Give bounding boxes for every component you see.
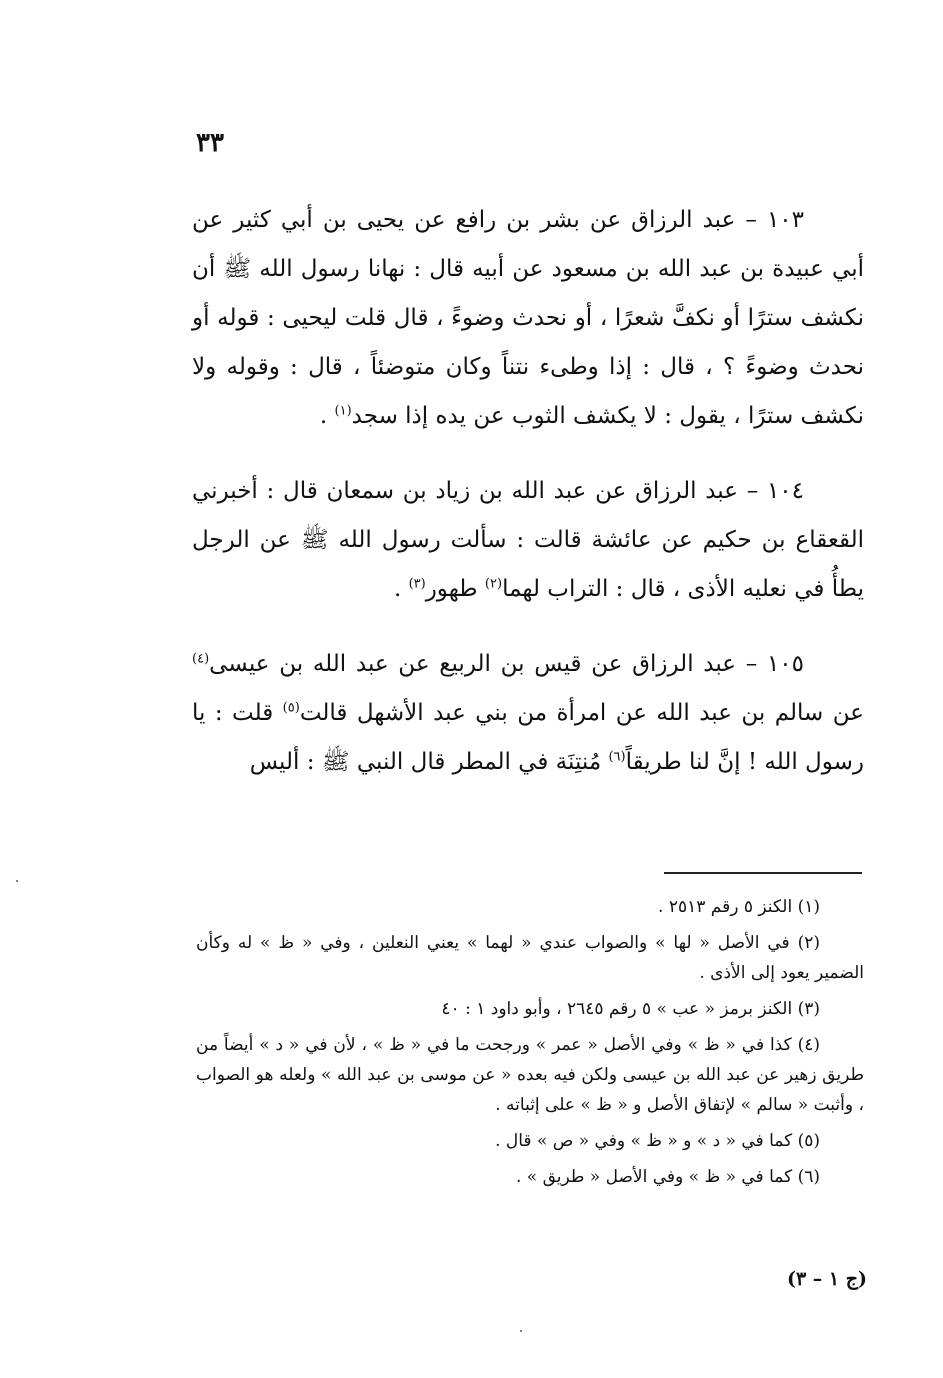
footnotes xyxy=(196,892,864,1198)
footnote-ref: (٣) xyxy=(408,576,426,592)
sentence-end: . xyxy=(393,576,402,602)
footnote-6: (٦) كما في « ظ » وفي الأصل « طريق » . xyxy=(515,1167,820,1187)
footnote-ref: (١) xyxy=(334,403,352,419)
footnote-ref: (٤) xyxy=(192,651,210,667)
hadith-paragraph-104 xyxy=(192,467,864,614)
footnote-ref: (٦) xyxy=(608,749,626,765)
sentence-end: . xyxy=(319,403,328,429)
footnote-1: (١) الكنز ٥ رقم ٢٥١٣ . xyxy=(658,897,820,917)
hadith-paragraph-105 xyxy=(192,640,864,787)
scan-speck xyxy=(520,1330,522,1332)
footnote-divider xyxy=(664,872,862,874)
page-number: ٣٣ xyxy=(196,128,224,158)
hadith-paragraph-103 xyxy=(192,196,864,441)
footnote-ref: (٢) xyxy=(484,576,503,592)
paragraph-text: ١٠٥ – عبد الرزاق عن قيس بن الربيع عن عبد الله بن عيسى xyxy=(209,651,804,677)
footnote-2: (٢) في الأصل « لها » والصواب عندي « لهما » يعني النعلين ، وفي « ظ » له وكأن الضمير يعود إلى الأذى . xyxy=(196,933,864,983)
paragraph-text-cont: عن سالم بن عبد الله عن امرأة من بني عبد الأشهل قالت xyxy=(299,700,864,726)
main-text xyxy=(192,196,864,813)
paragraph-text: ١٠٤ – عبد الرزاق عن عبد الله بن زياد بن سمعان قال : أخبرني القعقاع بن حكيم عن عائشة قالت : سألت رسول الله ﷺ عن الرجل يطأُ في نعليه الأذى ، قال : التراب لهما xyxy=(192,478,864,602)
paragraph-text: ١٠٣ – عبد الرزاق عن بشر بن رافع عن يحيى بن أبي كثير عن أبي عبيدة بن عبد الله بن مسعود عن أبيه قال : نهانا رسول الله ﷺ أن نكشف سترًا أو نكفَّ شعرًا ، أو نحدث وضوءً ، قال قلت ليحيى : قوله أو نحدث وضوءً ؟ ، قال : إذا وطىء نتناً وكان متوضئاً ، قال : وقوله ولا نكشف سترًا ، يقول : لا يكشف الثوب عن يده إذا سجد xyxy=(192,207,864,429)
footnote-ref: (٥) xyxy=(282,700,300,716)
signature-mark: (ج ١ – ٣) xyxy=(786,1268,867,1290)
footnote-4: (٤) كذا في « ظ » وفي الأصل « عمر » ورجحت ما في « ظ » ، لأن في « د » أيضاً من طريق زهير عن عبد الله بن عيسى ولكن فيه بعده « عن موسى بن عبد الله » ولعله هو الصواب ، وأثبت « سالم » لإتفاق الأصل و « ظ » على إثباته . xyxy=(196,1035,864,1115)
footnote-3: (٣) الكنز برمز « عب » ٥ رقم ٢٦٤٥ ، وأبو داود ١ : ٤٠ xyxy=(441,999,820,1019)
paragraph-text-cont: مُنتِنَة في المطر قال النبي ﷺ : أليس xyxy=(249,749,609,775)
paragraph-text-cont: طهور xyxy=(425,576,485,602)
paragraph-text-cont: قلت : يا رسول الله ! إنَّ لنا طريقاً xyxy=(192,700,864,775)
footnote-5: (٥) كما في « د » و « ظ » وفي « ص » قال . xyxy=(495,1131,820,1151)
scan-speck xyxy=(16,880,18,882)
